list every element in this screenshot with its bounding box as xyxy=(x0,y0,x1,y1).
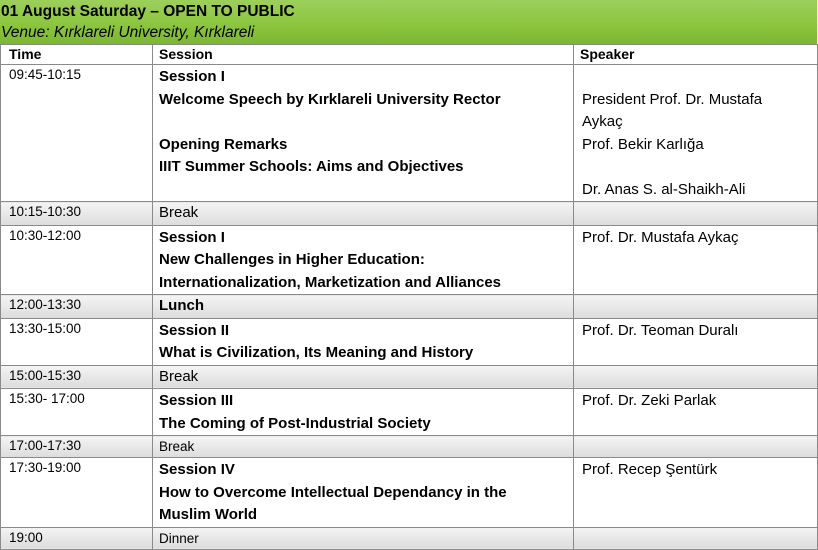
session-item: How to Overcome Intellectual Dependancy in the xyxy=(159,483,507,501)
row-speaker xyxy=(574,295,818,319)
session-title: Session II xyxy=(159,321,230,339)
row-time: 15:30- 17:00 xyxy=(1,389,153,436)
row-session xyxy=(153,458,574,528)
speaker-name: Prof. Dr. Mustafa Aykaç xyxy=(582,228,739,246)
column-header-time: Time xyxy=(1,45,153,65)
row-speaker xyxy=(574,389,818,436)
session-title: Session I xyxy=(159,228,225,246)
table-row xyxy=(1,365,818,389)
session-title: Session I xyxy=(159,68,225,85)
break-label: Break xyxy=(159,439,195,454)
row-time: 09:45-10:15 xyxy=(1,65,153,202)
speaker-name: President Prof. Dr. Mustafa xyxy=(582,90,763,108)
dinner-label: Dinner xyxy=(159,530,199,546)
session-item: Muslim World xyxy=(159,506,258,523)
row-time: 13:30-15:00 xyxy=(1,318,153,365)
row-speaker xyxy=(574,65,818,202)
row-speaker xyxy=(574,436,818,458)
row-speaker xyxy=(574,202,818,226)
speaker-name: Prof. Dr. Teoman Duralı xyxy=(582,321,739,339)
table-row xyxy=(1,458,818,528)
speaker-name: Aykaç xyxy=(582,113,623,130)
row-session xyxy=(153,389,574,436)
row-session xyxy=(153,225,574,295)
table-row xyxy=(1,436,818,458)
row-time: 15:00-15:30 xyxy=(1,365,153,389)
row-time: 19:00 xyxy=(1,527,153,549)
session-item: What is Civilization, Its Meaning and History xyxy=(159,344,474,361)
speaker-name: Prof. Dr. Zeki Parlak xyxy=(582,392,717,409)
speaker-name: Prof. Bekir Karlığa xyxy=(582,135,704,153)
row-session xyxy=(153,365,574,389)
row-speaker xyxy=(574,318,818,365)
venue-label: Venue: Kırklareli University, Kırklareli xyxy=(1,24,255,41)
speaker-name: Prof. Recep Şentürk xyxy=(582,461,718,478)
table-row xyxy=(1,527,818,549)
row-time: 12:00-13:30 xyxy=(1,295,153,319)
session-title: Session III xyxy=(159,392,234,409)
row-time: 17:00-17:30 xyxy=(1,436,153,458)
row-time: 10:15-10:30 xyxy=(1,202,153,226)
schedule-table xyxy=(0,44,818,550)
session-item: New Challenges in Higher Education: xyxy=(159,251,425,268)
session-item: Welcome Speech by Kırklareli University Rector xyxy=(159,90,501,108)
row-speaker xyxy=(574,458,818,528)
row-session xyxy=(153,318,574,365)
row-speaker xyxy=(574,365,818,389)
table-row xyxy=(1,65,818,202)
table-row xyxy=(1,295,818,319)
column-header-session: Session xyxy=(153,45,574,65)
row-session xyxy=(153,295,574,319)
table-header-row xyxy=(1,45,818,65)
row-session xyxy=(153,65,574,202)
row-session xyxy=(153,436,574,458)
session-item: Internationalization, Marketization and Alliances xyxy=(159,273,502,291)
table-row xyxy=(1,318,818,365)
session-item: Opening Remarks xyxy=(159,135,288,153)
day-banner xyxy=(0,0,817,44)
row-session xyxy=(153,527,574,549)
row-speaker xyxy=(574,225,818,295)
row-speaker xyxy=(574,527,818,549)
lunch-label: Lunch xyxy=(159,297,204,314)
day-title: 01 August Saturday – OPEN TO PUBLIC xyxy=(1,3,295,20)
row-time: 17:30-19:00 xyxy=(1,458,153,528)
row-session xyxy=(153,202,574,226)
speaker-name: Dr. Anas S. al-Shaikh-Ali xyxy=(582,180,746,198)
table-row xyxy=(1,225,818,295)
table-row xyxy=(1,389,818,436)
row-time: 10:30-12:00 xyxy=(1,225,153,295)
break-label: Break xyxy=(159,367,199,385)
column-header-speaker: Speaker xyxy=(574,45,818,65)
table-row xyxy=(1,202,818,226)
session-item: IIIT Summer Schools: Aims and Objectives xyxy=(159,158,464,175)
break-label: Break xyxy=(159,204,199,221)
session-item: The Coming of Post-Industrial Society xyxy=(159,414,431,432)
session-title: Session IV xyxy=(159,461,235,478)
